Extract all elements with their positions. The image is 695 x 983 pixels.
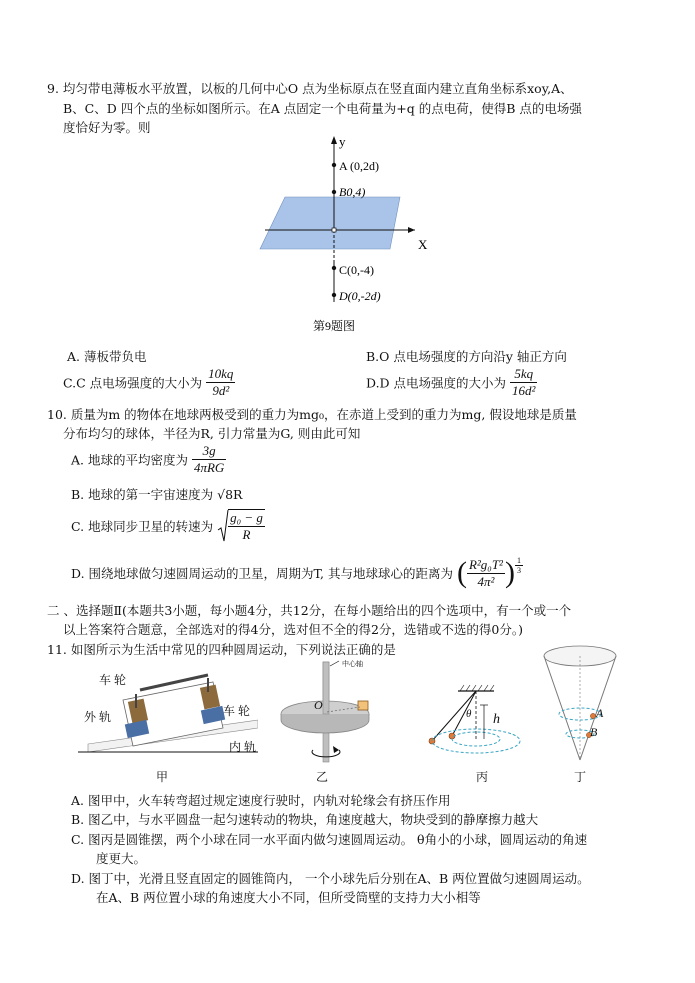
- q9-option-d-fraction: [510, 366, 537, 399]
- charged-plate: [260, 197, 400, 249]
- q10-stem-line2: 分布均匀的球体，半径为R, 引力常量为G, 则由此可知: [63, 426, 361, 441]
- label-theta: θ: [466, 708, 472, 720]
- y-axis-arrow: [331, 136, 337, 144]
- q9-figure-caption: 第9题图: [313, 319, 356, 333]
- q10-option-d-den: 4π²: [477, 573, 495, 589]
- label-center-axis: 中心轴: [342, 660, 363, 668]
- q9-figure: [255, 132, 435, 342]
- q10-option-a-fraction: [192, 443, 226, 476]
- q11-option-d-line2: 在A、B 两位置小球的角速度大小不同，但所受筒壁的支持力大小相等: [96, 890, 481, 905]
- q10-option-a: [71, 443, 226, 476]
- q9-stem-line1: 9. 均匀带电薄板水平放置，以板的几何中心O 点为坐标原点在竖直面内建立直角坐标系xoy,A、: [47, 81, 573, 96]
- left-paren: (: [456, 556, 467, 589]
- y-axis-label: y: [339, 134, 346, 149]
- ball-A: [590, 713, 595, 718]
- exponent-den: 3: [516, 566, 521, 575]
- q11-option-d-line1: D. 图丁中，光滑且竖直固定的圆锥筒内， 一个小球先后分别在A、B 两位置做匀速圆周运动。: [71, 871, 590, 886]
- point-B: [332, 190, 336, 194]
- q10-option-b: B. 地球的第一宇宙速度为 √8R: [71, 487, 243, 502]
- ceiling-hatch: [460, 685, 494, 691]
- caption-ding: 丁: [574, 770, 587, 784]
- caption-jia: 甲: [156, 770, 169, 784]
- q9-option-c-den: 9d²: [212, 383, 230, 398]
- exponent-num: 1: [516, 556, 521, 565]
- q9-option-d-den: 16d²: [512, 383, 536, 398]
- origin-marker: [332, 228, 336, 232]
- label-h: h: [493, 712, 500, 727]
- q11-figure-bing: [418, 683, 538, 763]
- center-shaft-top: [323, 662, 329, 714]
- caption-bing: 丙: [476, 770, 489, 784]
- label-O: O: [314, 698, 323, 712]
- q9-option-a: A. 薄板带负电: [67, 349, 147, 364]
- label-wheel-1: 车 轮: [99, 673, 127, 687]
- q9-option-d-text: D.D 点电场强度的大小为: [366, 375, 507, 391]
- x-axis-arrow: [408, 227, 415, 233]
- q9-stem-line3: 度恰好为零。则: [63, 120, 151, 135]
- point-C: [332, 266, 336, 270]
- q9-option-c: [63, 366, 235, 399]
- caption-yi: 乙: [316, 770, 329, 784]
- point-D: [332, 293, 336, 297]
- point-A-label: A (0,2d): [339, 159, 379, 173]
- q10-option-c: [71, 508, 265, 544]
- q9-option-b: B.O 点电场强度的方向沿y 轴正方向: [366, 349, 567, 364]
- q9-option-c-fraction: [206, 366, 235, 399]
- q11-figure-ding: [540, 642, 620, 764]
- label-outer-rail: 外 轨: [84, 710, 112, 724]
- q11-option-b: B. 图乙中，与水平圆盘一起匀速转动的物块，角速度越大，物块受到的静摩擦力越大: [71, 812, 539, 827]
- q10-option-d-num: R²g₀T²: [468, 556, 503, 572]
- q11-option-a: A. 图甲中，火车转弯超过规定速度行驶时，内轨对轮缘会有挤压作用: [71, 793, 451, 808]
- q10-option-a-num: 3g: [192, 443, 226, 460]
- q10-stem-line1: 10. 质量为m 的物体在地球两极受到的重力为mg₀，在赤道上受到的重力为mg, 假设地球是质量: [47, 407, 577, 422]
- point-A: [332, 163, 336, 167]
- q9-option-d: [366, 366, 537, 399]
- label-cone-B: B: [590, 725, 598, 739]
- label-wheel-2: 车 轮: [223, 704, 251, 718]
- q9-option-c-text: C.C 点电场强度的大小为: [63, 375, 203, 391]
- label-cone-A: A: [596, 706, 604, 720]
- q9-option-d-num: 5kq: [510, 366, 537, 383]
- q10-option-d: [71, 556, 523, 590]
- q11-option-c-line1: C. 图丙是圆锥摆，两个小球在同一水平面内做匀速圆周运动。 θ角小的小球，圆周运动的角速: [71, 832, 588, 847]
- section2-line1: 二 、选择题Ⅱ(本题共3小题，每小题4分，共12分，在每小题给出的四个选项中，有一个或一个: [47, 603, 572, 618]
- q10-option-c-fraction: [228, 510, 265, 543]
- q9-option-c-num: 10kq: [208, 366, 234, 381]
- block: [358, 701, 368, 710]
- disk-edge: [281, 714, 369, 733]
- q11-stem: 11. 如图所示为生活中常见的四种圆周运动，下列说法正确的是: [47, 642, 396, 657]
- point-B-label: B0,4): [339, 185, 366, 199]
- section2-line2: 以上答案符合题意，全部选对的得4分，选对但不全的得2分，选错或不选的得0分。): [63, 622, 523, 637]
- q10-option-d-fraction: [467, 557, 505, 590]
- q10-option-d-exponent: [515, 556, 523, 575]
- axis-pointer: [330, 661, 339, 666]
- point-C-label: C(0,-4): [339, 263, 374, 277]
- label-inner-rail: 内 轨: [229, 740, 257, 754]
- q10-option-a-den: 4πRG: [193, 460, 225, 475]
- x-axis-label: X: [418, 237, 428, 252]
- right-paren: ): [504, 556, 515, 589]
- q10-option-d-text: D. 围绕地球做匀速圆周运动的卫星，周期为T, 其与地球球心的距离为: [71, 566, 453, 581]
- q10-option-c-text: C. 地球同步卫星的转速为: [71, 519, 214, 534]
- q10-option-a-text: A. 地球的平均密度为: [71, 452, 188, 468]
- point-D-label: D(0,-2d): [339, 289, 381, 303]
- q9-stem-line2: B、C、D 四个点的坐标如图所示。在A 点固定一个电荷量为+q 的点电荷，使得B 点的电场强: [63, 101, 582, 116]
- q11-option-c-line2: 度更大。: [96, 851, 147, 866]
- q11-figure-yi: [275, 658, 375, 768]
- rotation-arrowhead: [333, 746, 339, 753]
- q10-option-c-den: R: [242, 527, 251, 542]
- q10-option-c-num: g₀ − g: [230, 510, 263, 525]
